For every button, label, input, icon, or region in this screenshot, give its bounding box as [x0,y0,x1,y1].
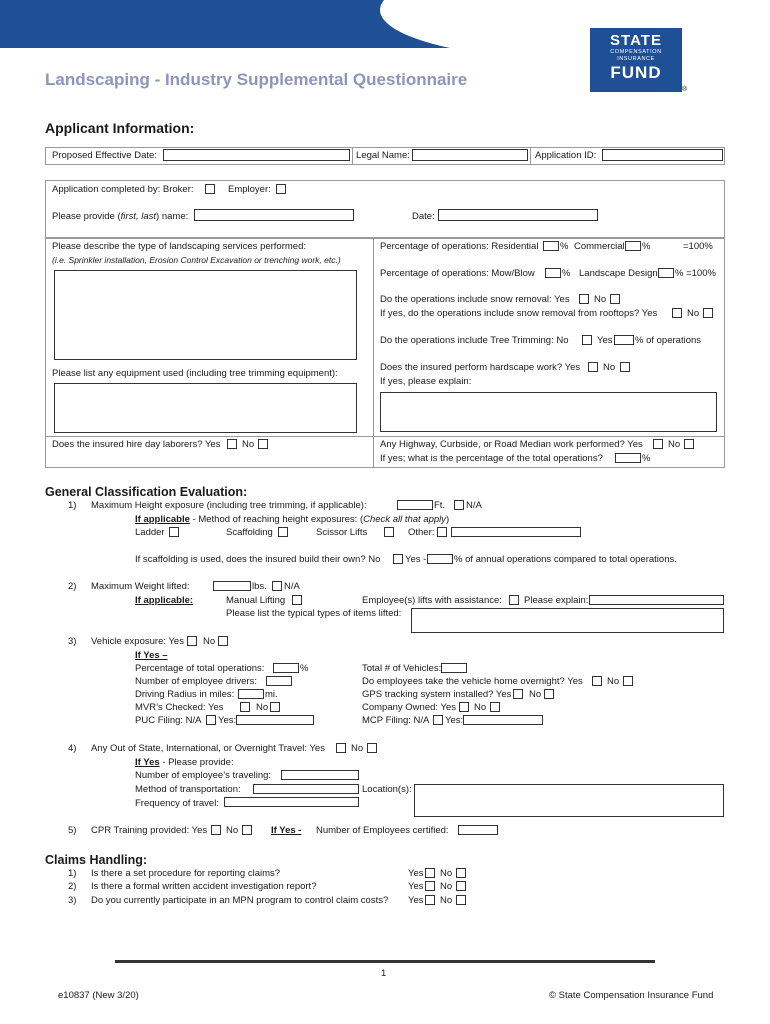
pct-sign: % [642,241,651,252]
claims-q3-label: Do you currently participate in an MPN program to control claim costs? [91,895,389,906]
describe-label: Please describe the type of landscaping services performed: [52,241,306,252]
if-applicable-label: If applicable: [135,595,194,606]
cpr-no-checkbox[interactable] [242,825,252,835]
describe-example: (i.e. Sprinkler installation, Erosion Control Excavation or trenching work, etc.) [52,255,341,265]
puc-label: PUC Filing: N/A [135,715,202,726]
pct-total-field[interactable] [273,663,299,673]
typical-items-label: Please list the typical types of items lifted: [226,608,402,619]
owned-no-checkbox[interactable] [490,702,500,712]
provide-name-label: Please provide (first, last) name: [52,211,189,222]
num-traveling-label: Number of employee’s traveling: [135,770,272,781]
other-checkbox[interactable] [437,527,447,537]
eq-100-label: =100% [683,241,713,252]
vehicle-label: Vehicle exposure: Yes [91,636,184,647]
total-vehicles-field[interactable] [441,663,467,673]
laborers-no-checkbox[interactable] [258,439,268,449]
radius-field[interactable] [238,689,264,699]
logo-line2: COMPENSATION [610,49,662,55]
no-label: No [594,294,607,305]
height-label: Maximum Height exposure (including tree trimming, if applicable): [91,500,367,511]
num-traveling-field[interactable] [281,770,359,780]
assist-checkbox[interactable] [509,595,519,605]
divider [530,147,531,165]
item-number: 2) [68,881,77,892]
no-label: No [474,702,487,713]
commercial-label: Commercial [574,241,625,252]
location-label: Location(s): [362,784,412,795]
certified-label: Number of Employees certified: [316,825,449,836]
applicant-heading: Applicant Information: [45,120,195,136]
company-owned-label: Company Owned: Yes [362,702,457,713]
item-number: 3) [68,895,77,906]
scaffolding-checkbox[interactable] [278,527,288,537]
location-textarea[interactable] [414,784,724,817]
highway-pct-label: If yes; what is the percentage of the total operations? [380,453,603,464]
item-number: 1) [68,868,77,879]
certified-field[interactable] [458,825,498,835]
other-label: Other: [408,527,435,538]
hardscape-label: Does the insured perform hardscape work? Yes [380,362,581,373]
manual-label: Manual Lifting [226,595,286,606]
ladder-checkbox[interactable] [169,527,179,537]
snow-roof-label: If yes, do the operations include snow removal from rooftops? Yes [380,308,658,319]
no-label: No [668,439,681,450]
mow-pct-field[interactable] [545,268,561,278]
highway-pct-field[interactable] [615,453,641,463]
claims-q2-no-checkbox[interactable] [456,881,466,891]
equipment-label: Please list any equipment used (including tree trimming equipment): [52,368,338,379]
takehome-yes-checkbox[interactable] [592,676,602,686]
other-field[interactable] [451,527,581,537]
broker-checkbox[interactable] [205,184,215,194]
gps-no-checkbox[interactable] [544,689,554,699]
na-label: N/A [466,500,482,511]
ladder-label: Ladder [135,527,165,538]
item-number: 4) [68,743,77,754]
date-label: Date: [412,211,435,222]
mvr-label: MVR’s Checked: Yes [135,702,224,713]
tree-label: Do the operations include Tree Trimming: No [380,335,569,346]
if-yes-provide-label: If Yes - Please provide: [135,757,234,768]
no-label: No [440,881,453,892]
scaffold-pct-field[interactable] [427,554,453,564]
snow-no-checkbox[interactable] [610,294,620,304]
claims-q1-label: Is there a set procedure for reporting claims? [91,868,281,879]
pct-annual-label: % of annual operations compared to total operations. [454,554,677,565]
assist-label: Employee(s) lifts with assistance: [362,595,502,606]
page-title: Landscaping - Industry Supplemental Questionnaire [45,70,468,89]
no-label: No [607,676,620,687]
no-label: No [351,743,364,754]
copyright: © State Compensation Insurance Fund [549,990,714,1001]
yes-label: Yes [408,881,424,892]
hardscape-yes-checkbox[interactable] [588,362,598,372]
yes-dash-label: Yes - [405,554,427,565]
page-number: 1 [381,968,387,979]
puc-na-checkbox[interactable] [206,715,216,725]
item-number: 1) [68,500,77,511]
landscape-pct-field[interactable] [658,268,674,278]
no-label: No [242,439,255,450]
provide-name-field[interactable] [194,209,354,221]
claims-q2-label: Is there a formal written accident investigation report? [91,881,317,892]
gps-yes-checkbox[interactable] [513,689,523,699]
logo-line1: STATE [610,32,662,49]
pct-ops-label: % of operations [635,335,702,346]
claims-q2-yes-checkbox[interactable] [425,881,435,891]
footer-rule [115,960,655,963]
scaffold-build-label: If scaffolding is used, does the insured build their own? No [135,554,381,565]
tree-pct-field[interactable] [614,335,634,345]
height-field[interactable] [397,500,433,510]
claims-q3-yes-checkbox[interactable] [425,895,435,905]
please-explain-label: Please explain: [524,595,589,606]
snow-yes-checkbox[interactable] [579,294,589,304]
general-heading: General Classification Evaluation: [45,485,248,499]
pct-sign: % [642,453,651,464]
no-label: No [256,702,269,713]
if-yes-dash-label: If Yes - [271,825,302,836]
mcp-label: MCP Filing: N/A [362,715,430,726]
roof-yes-checkbox[interactable] [672,308,682,318]
claims-q3-no-checkbox[interactable] [456,895,466,905]
yes-label: Yes [408,895,424,906]
highway-no-checkbox[interactable] [684,439,694,449]
services-textarea[interactable] [54,270,357,360]
scif-logo [590,28,682,92]
pct-mow-label: Percentage of operations: Mow/Blow [380,268,535,279]
residential-pct-field[interactable] [543,241,559,251]
no-label: No [687,308,700,319]
frequency-label: Frequency of travel: [135,798,219,809]
yes-colon-label: Yes: [445,715,464,726]
item-number: 3) [68,636,77,647]
commercial-pct-field[interactable] [625,241,641,251]
logo-line3: INSURANCE [617,56,655,62]
height-na-checkbox[interactable] [454,500,464,510]
mcp-yes-field[interactable] [463,715,543,725]
takehome-no-checkbox[interactable] [623,676,633,686]
if-yes-label: If Yes – [135,650,168,661]
transport-field[interactable] [253,784,359,794]
laborers-yes-checkbox[interactable] [227,439,237,449]
frequency-field[interactable] [224,797,359,807]
cpr-label: CPR Training provided: Yes [91,825,208,836]
claims-heading: Claims Handling: [45,853,148,867]
form-id: e10837 (New 3/20) [58,990,139,1001]
ft-label: Ft. [434,500,446,511]
snow-label: Do the operations include snow removal: Yes [380,294,570,305]
proposed-date-label: Proposed Effective Date: [52,150,157,161]
transport-label: Method of transportation: [135,784,241,795]
equipment-textarea[interactable] [54,383,357,433]
explain-label: If yes, please explain: [380,376,472,387]
num-drivers-field[interactable] [266,676,292,686]
divider [373,238,374,468]
assist-explain-field[interactable] [589,595,724,605]
employer-checkbox[interactable] [276,184,286,194]
item-number: 2) [68,581,77,592]
completed-by-label: Application completed by: Broker: [52,184,194,195]
mcp-na-checkbox[interactable] [433,715,443,725]
yes-colon-label: Yes: [218,715,237,726]
legal-name-label: Legal Name: [356,150,410,161]
typical-items-textarea[interactable] [411,608,724,633]
total-vehicles-label: Total # of Vehicles: [362,663,442,674]
pct100-label: % =100% [675,268,716,279]
landscape-design-label: Landscape Design [579,268,658,279]
pct-sign: % [560,241,569,252]
scaffolding-label: Scaffolding [226,527,273,538]
mi-label: mi. [265,689,278,700]
day-laborers-label: Does the insured hire day laborers? Yes [52,439,221,450]
scissor-label: Scissor Lifts [316,527,368,538]
item-number: 5) [68,825,77,836]
na-label: N/A [284,581,300,592]
yes-label: Yes [597,335,613,346]
cpr-yes-checkbox[interactable] [211,825,221,835]
application-id-field[interactable] [602,149,723,161]
logo-line4: FUND [610,63,662,82]
hardscape-no-checkbox[interactable] [620,362,630,372]
header-curve [380,0,770,60]
application-id-label: Application ID: [535,150,597,161]
take-home-label: Do employees take the vehicle home overnight? Yes [362,676,583,687]
radius-label: Driving Radius in miles: [135,689,235,700]
legal-name-field[interactable] [412,149,528,161]
roof-no-checkbox[interactable] [703,308,713,318]
highway-label: Any Highway, Curbside, or Road Median work performed? Yes [380,439,643,450]
claims-q1-no-checkbox[interactable] [456,868,466,878]
logo-registered: ® [682,86,688,93]
hardscape-textarea[interactable] [380,392,717,432]
lbs-label: lbs. [252,581,267,592]
weight-label: Maximum Weight lifted: [91,581,190,592]
tree-no-checkbox[interactable] [582,335,592,345]
travel-label: Any Out of State, International, or Overnight Travel: Yes [91,743,325,754]
no-label: No [203,636,216,647]
method-label: If applicable - Method of reaching height exposures: (Check all that apply) [135,514,450,525]
manual-checkbox[interactable] [292,595,302,605]
mvr-yes-checkbox[interactable] [240,702,250,712]
mvr-no-checkbox[interactable] [270,702,280,712]
no-label: No [529,689,542,700]
gps-label: GPS tracking system installed? Yes [362,689,512,700]
no-label: No [440,895,453,906]
pct-sign: % [300,663,309,674]
no-label: No [226,825,239,836]
scaffold-no-checkbox[interactable] [393,554,403,564]
highway-yes-checkbox[interactable] [653,439,663,449]
pct-sign: % [562,268,571,279]
num-drivers-label: Number of employee drivers: [135,676,257,687]
vehicle-no-checkbox[interactable] [218,636,228,646]
no-label: No [440,868,453,879]
puc-yes-field[interactable] [236,715,314,725]
claims-q1-yes-checkbox[interactable] [425,868,435,878]
travel-no-checkbox[interactable] [367,743,377,753]
vehicle-yes-checkbox[interactable] [187,636,197,646]
divider [352,147,353,165]
travel-yes-checkbox[interactable] [336,743,346,753]
no-label: No [603,362,616,373]
divider [45,436,725,437]
date-field[interactable] [438,209,598,221]
proposed-date-field[interactable] [163,149,350,161]
pct-total-label: Percentage of total operations: [135,663,265,674]
weight-na-checkbox[interactable] [272,581,282,591]
yes-label: Yes [408,868,424,879]
scissor-checkbox[interactable] [384,527,394,537]
weight-field[interactable] [213,581,251,591]
employer-label: Employer: [228,184,271,195]
pct-residential-label: Percentage of operations: Residential [380,241,539,252]
owned-yes-checkbox[interactable] [459,702,469,712]
